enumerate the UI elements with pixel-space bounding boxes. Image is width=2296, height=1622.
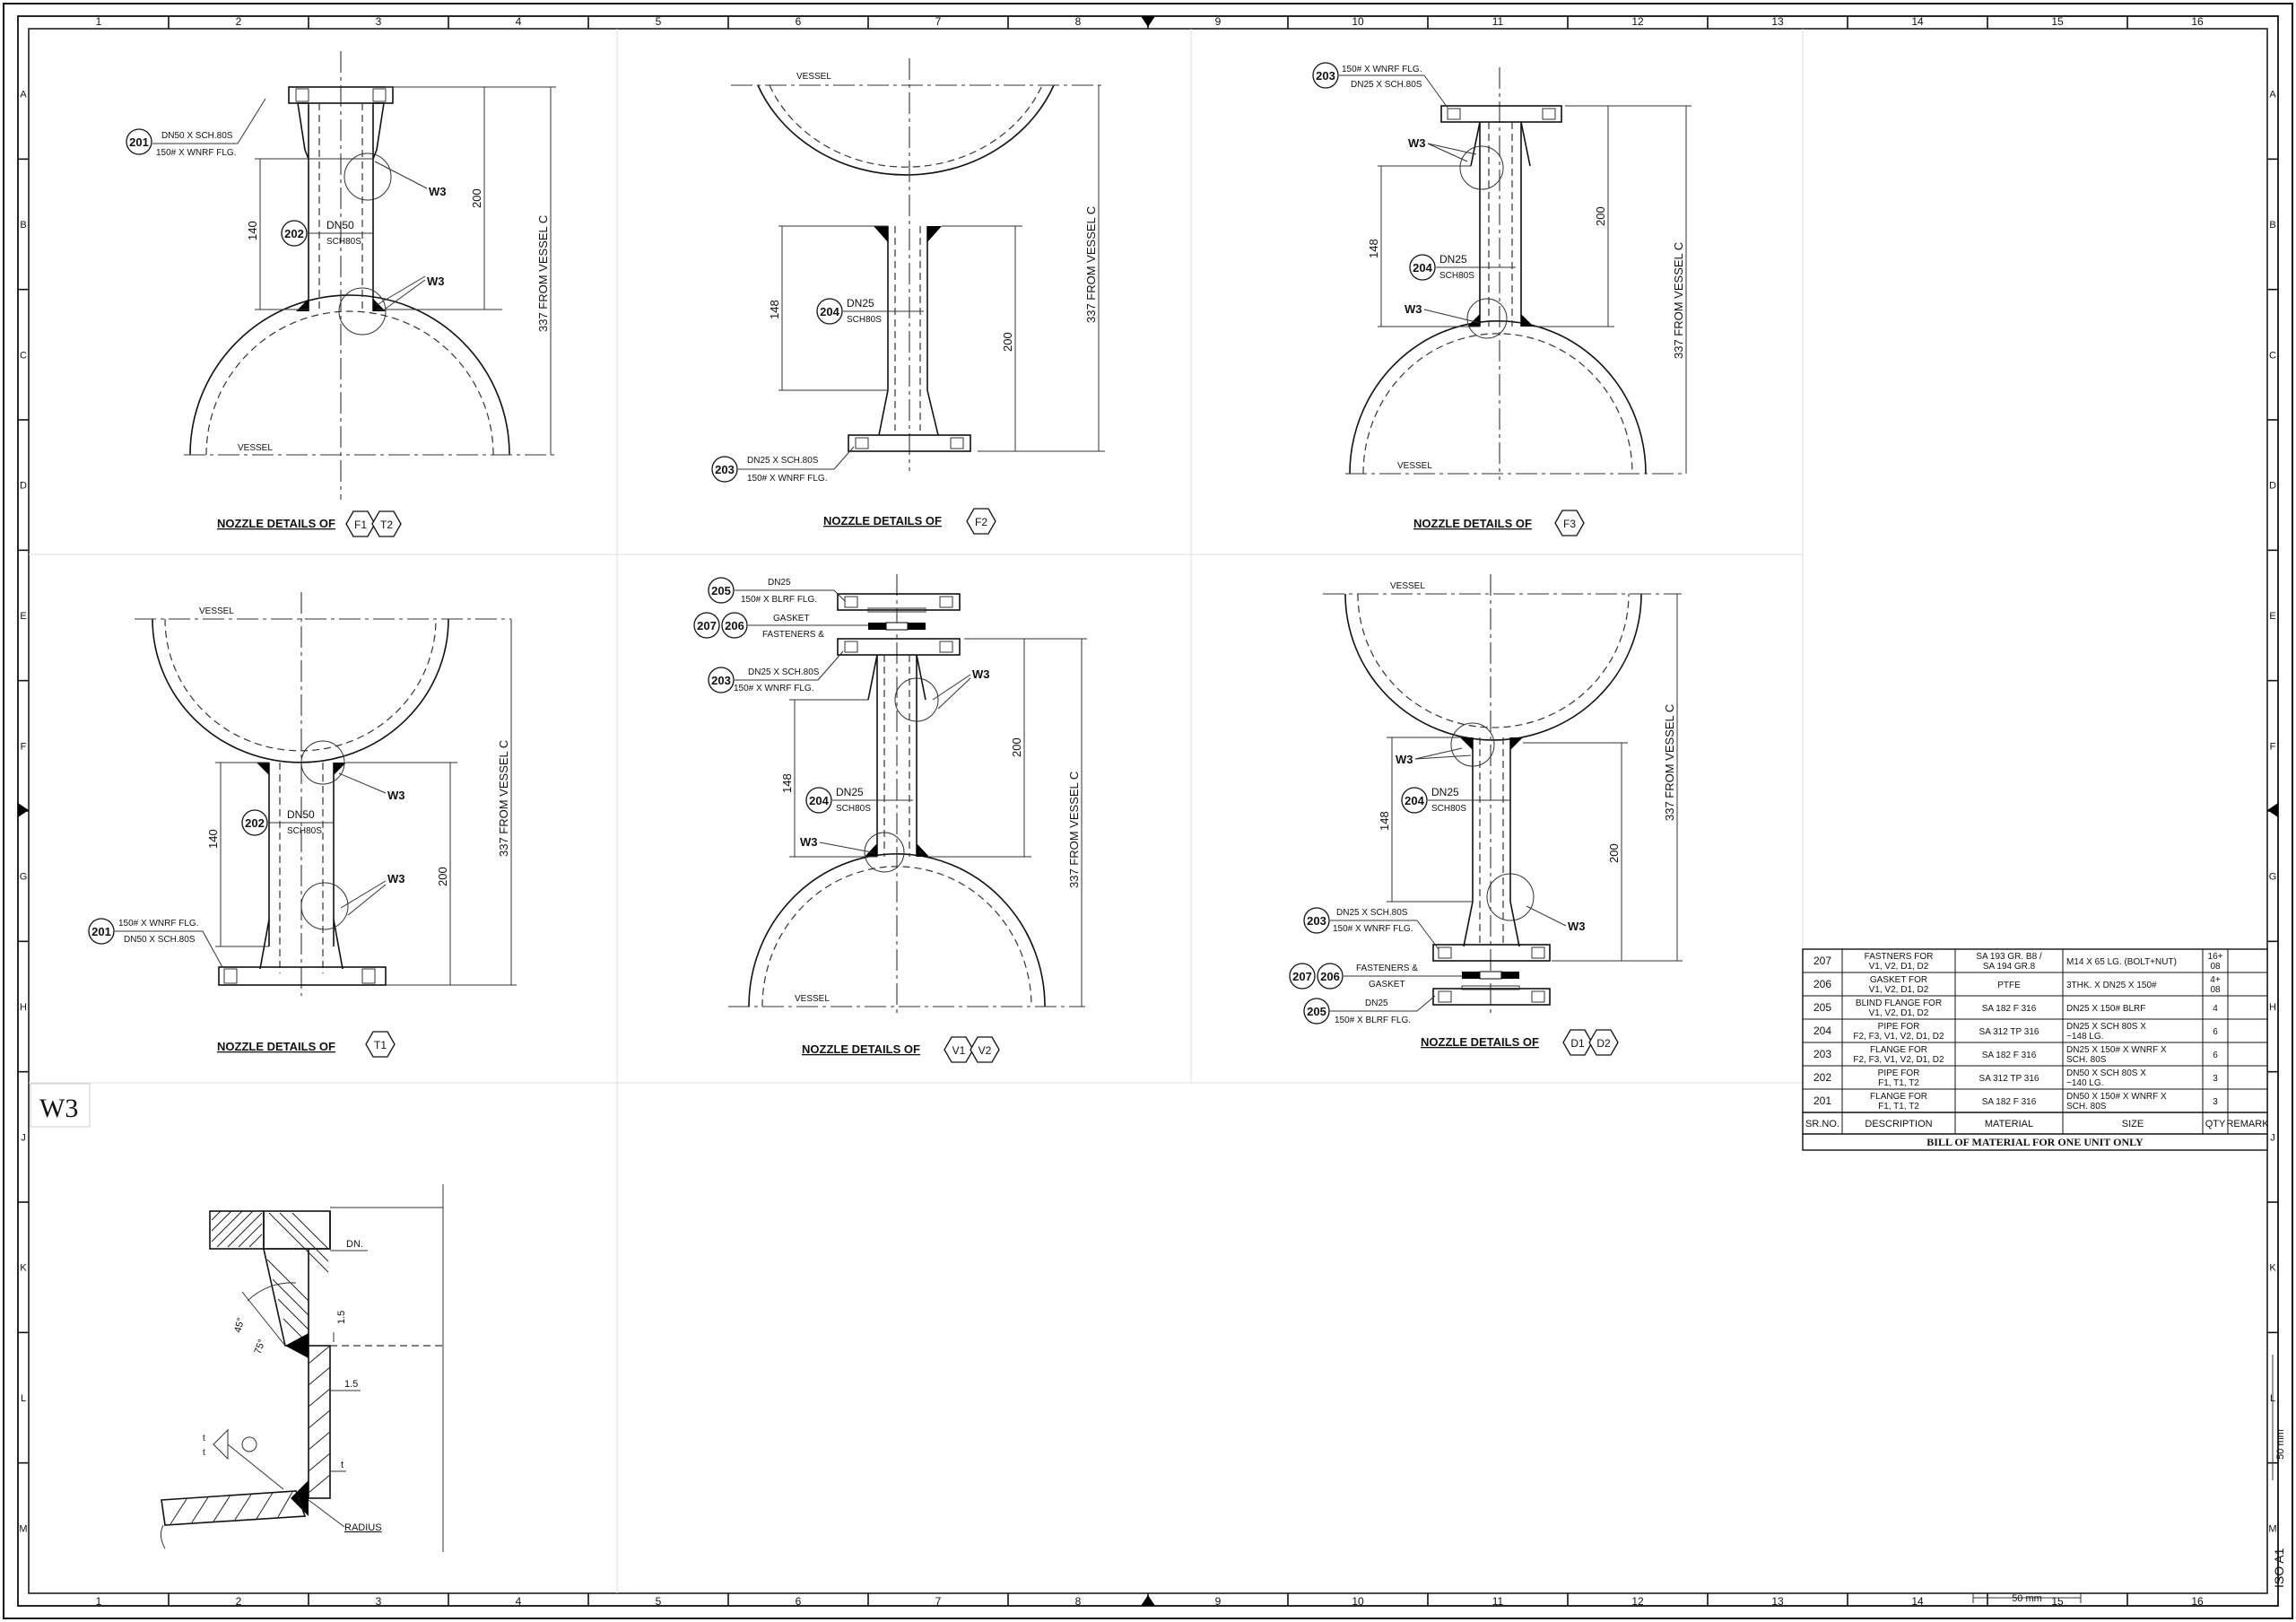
bom-desc: PIPE FOR bbox=[1877, 1068, 1920, 1078]
border-col-label-bottom: 11 bbox=[1492, 1595, 1504, 1608]
border-col-label-bottom: 15 bbox=[2051, 1595, 2064, 1608]
dim-148: 148 bbox=[1367, 239, 1380, 258]
dim-200: 200 bbox=[1010, 737, 1023, 757]
bom-size: DN50 X SCH 80S X bbox=[2066, 1068, 2146, 1078]
border-row-label-right: E bbox=[2269, 611, 2276, 622]
border-col-label-top: 6 bbox=[795, 15, 802, 28]
view-f3 bbox=[1313, 63, 1692, 536]
callout-202-line1: DN50 bbox=[326, 219, 354, 231]
border-row-label-left: M bbox=[19, 1523, 28, 1535]
detail-w3 bbox=[30, 1084, 443, 1552]
callout-204-line2: SCH80S bbox=[836, 804, 871, 814]
tag-t2: T2 bbox=[379, 519, 394, 531]
bom-desc: V1, V2, D1, D2 bbox=[1868, 962, 1929, 972]
border-row-label-left: G bbox=[19, 871, 28, 883]
callout-203: 203 bbox=[715, 463, 735, 476]
callout-203: 203 bbox=[711, 674, 731, 687]
bom-desc: F1, T1, T2 bbox=[1878, 1102, 1919, 1112]
vessel-label: VESSEL bbox=[199, 606, 234, 616]
dim-337: 337 FROM VESSEL C bbox=[497, 739, 510, 857]
tag-f1: F1 bbox=[353, 519, 368, 531]
border-col-label-top: 5 bbox=[655, 15, 662, 28]
border-col-label-bottom: 2 bbox=[235, 1595, 242, 1608]
dim-337: 337 FROM VESSEL C bbox=[1672, 241, 1685, 359]
bom-size: DN50 X 150# X WNRF X bbox=[2066, 1092, 2167, 1102]
view-f2 bbox=[712, 58, 1105, 534]
callout-203-line1: DN25 X SCH.80S bbox=[748, 667, 820, 677]
border-col-label-bottom: 6 bbox=[795, 1595, 802, 1608]
tag-v2: V2 bbox=[978, 1044, 992, 1057]
border-row-label-left: E bbox=[20, 611, 27, 622]
callout-205-line2: 150# X BLRF FLG. bbox=[741, 595, 818, 605]
border-row-label-left: F bbox=[20, 741, 27, 753]
bom-size: DN25 X SCH 80S X bbox=[2066, 1022, 2146, 1032]
callout-206-line1: GASKET bbox=[773, 614, 810, 624]
bom-sr: 203 bbox=[1813, 1048, 1832, 1060]
vessel-label: VESSEL bbox=[1390, 581, 1425, 591]
callout-205-line2: 150# X BLRF FLG. bbox=[1335, 1016, 1412, 1025]
weld-label-w3-2: W3 bbox=[1405, 302, 1422, 316]
callout-204-line2: SCH80S bbox=[1431, 804, 1466, 814]
callout-203-line2: DN25 X SCH.80S bbox=[1351, 80, 1422, 90]
bom-desc: F2, F3, V1, V2, D1, D2 bbox=[1853, 1032, 1944, 1042]
callout-206: 206 bbox=[725, 619, 744, 632]
bom-size: 3THK. X DN25 X 150# bbox=[2066, 981, 2157, 990]
callout-206: 206 bbox=[1320, 970, 1340, 983]
scale-bar-text-vertical: 50 mm bbox=[2275, 1429, 2286, 1460]
bom-qty: 08 bbox=[2210, 962, 2221, 972]
border-row-label-left: D bbox=[20, 480, 27, 492]
callout-202: 202 bbox=[245, 816, 265, 830]
border-col-label-bottom: 8 bbox=[1074, 1595, 1082, 1608]
callout-205: 205 bbox=[711, 584, 731, 597]
border-col-label-top: 1 bbox=[95, 15, 102, 28]
bom-header: REMARK bbox=[2226, 1119, 2269, 1129]
bom-desc: BLIND FLANGE FOR bbox=[1855, 998, 1943, 1008]
border-row-label-left: H bbox=[20, 1002, 27, 1013]
callout-201-line2: 150# X WNRF FLG. bbox=[156, 148, 237, 158]
bom-sr: 206 bbox=[1813, 978, 1832, 990]
border-row-label-right: C bbox=[2269, 350, 2276, 362]
callout-202-line2: SCH80S bbox=[287, 826, 322, 836]
view-t1 bbox=[89, 592, 517, 1057]
callout-205-line1: DN25 bbox=[768, 578, 791, 588]
bom-desc: F1, T1, T2 bbox=[1878, 1078, 1919, 1088]
border-row-label-right: A bbox=[2269, 89, 2276, 100]
bom-qty: 16+ bbox=[2207, 952, 2223, 962]
callout-206-line1: FASTENERS & bbox=[1356, 964, 1418, 973]
callout-207: 207 bbox=[1292, 970, 1312, 983]
bom-header: QTY bbox=[2205, 1119, 2226, 1129]
callout-203-line1: 150# X WNRF FLG. bbox=[1342, 65, 1422, 74]
weld-label-w3-1: W3 bbox=[387, 789, 405, 802]
bom-sr: 201 bbox=[1813, 1094, 1832, 1107]
view-title: NOZZLE DETAILS OF bbox=[1413, 517, 1532, 530]
callout-204-line2: SCH80S bbox=[1439, 271, 1474, 281]
view-title: NOZZLE DETAILS OF bbox=[1421, 1035, 1539, 1049]
bom-sr: 202 bbox=[1813, 1071, 1832, 1084]
border-row-label-left: K bbox=[20, 1262, 27, 1274]
callout-204-line2: SCH80S bbox=[847, 315, 882, 325]
callout-201: 201 bbox=[129, 135, 149, 149]
border-col-label-top: 8 bbox=[1074, 15, 1082, 28]
border-col-label-top: 10 bbox=[1352, 15, 1364, 28]
callout-202: 202 bbox=[284, 227, 304, 240]
bom-sr: 204 bbox=[1813, 1025, 1832, 1037]
bom-qty: 08 bbox=[2210, 985, 2221, 995]
border-col-label-top: 14 bbox=[1911, 15, 1924, 28]
callout-204: 204 bbox=[809, 794, 829, 807]
callout-204-line1: DN25 bbox=[1439, 253, 1467, 266]
border-row-label-left: L bbox=[20, 1393, 27, 1404]
bom-material: SA 312 TP 316 bbox=[1979, 1027, 2039, 1037]
callout-206-line2: FASTENERS & bbox=[762, 630, 824, 640]
bom-qty: 4+ bbox=[2210, 975, 2221, 985]
gap-1-5-side: 1.5 bbox=[344, 1379, 359, 1390]
border-col-label-bottom: 3 bbox=[375, 1595, 382, 1608]
border-col-label-bottom: 9 bbox=[1214, 1595, 1222, 1608]
border-row-label-right: J bbox=[2270, 1132, 2275, 1144]
bom-desc: FLANGE FOR bbox=[1870, 1045, 1927, 1055]
callout-203-line1: DN25 X SCH.80S bbox=[1336, 908, 1408, 918]
border-col-label-bottom: 7 bbox=[935, 1595, 942, 1608]
tag-t1: T1 bbox=[373, 1039, 387, 1051]
bom-size: ~148 LG. bbox=[2066, 1032, 2104, 1042]
dim-148: 148 bbox=[780, 773, 794, 793]
border-col-label-bottom: 5 bbox=[655, 1595, 662, 1608]
dim-337: 337 FROM VESSEL C bbox=[1084, 205, 1098, 323]
border-col-label-bottom: 14 bbox=[1911, 1595, 1924, 1608]
border-row-label-left: A bbox=[20, 89, 27, 100]
callout-201-line1: 150# X WNRF FLG. bbox=[118, 919, 199, 929]
bom-desc: PIPE FOR bbox=[1877, 1022, 1920, 1032]
bom-material: SA 182 F 316 bbox=[1981, 1051, 2037, 1060]
bom-desc: V1, V2, D1, D2 bbox=[1868, 985, 1929, 995]
paper-size: ISO A1 bbox=[2272, 1548, 2286, 1588]
bom-header: MATERIAL bbox=[1984, 1119, 2034, 1129]
bom-sr: 207 bbox=[1813, 955, 1832, 967]
bom-desc: GASKET FOR bbox=[1869, 975, 1928, 985]
border-row-label-right: B bbox=[2269, 220, 2276, 231]
callout-203: 203 bbox=[1307, 914, 1326, 928]
dim-200: 200 bbox=[1001, 332, 1014, 352]
border-col-label-top: 13 bbox=[1771, 15, 1784, 28]
view-title: NOZZLE DETAILS OF bbox=[217, 517, 335, 530]
callout-206-line2: GASKET bbox=[1369, 980, 1405, 990]
angle-75: 75° bbox=[252, 1338, 268, 1356]
dim-148: 148 bbox=[1378, 811, 1391, 831]
bom-size: SCH. 80S bbox=[2066, 1102, 2107, 1112]
border-grid-marks bbox=[18, 15, 2278, 1608]
scale-bar-text: 50 mm bbox=[2012, 1593, 2042, 1604]
dim-337: 337 FROM VESSEL C bbox=[1663, 703, 1676, 821]
tag-f3: F3 bbox=[1562, 518, 1577, 530]
callout-205: 205 bbox=[1307, 1005, 1326, 1018]
border-col-label-top: 16 bbox=[2191, 15, 2204, 28]
view-v1-v2 bbox=[694, 574, 1087, 1062]
dim-140: 140 bbox=[206, 829, 220, 849]
callout-204-line1: DN25 bbox=[847, 297, 874, 310]
weld-sym-t1: t bbox=[203, 1434, 205, 1443]
border-col-label-top: 11 bbox=[1492, 15, 1504, 28]
dim-337: 337 FROM VESSEL C bbox=[1067, 771, 1081, 888]
bom-title: BILL OF MATERIAL FOR ONE UNIT ONLY bbox=[1926, 1136, 2144, 1148]
tag-v1: V1 bbox=[952, 1044, 966, 1057]
weld-label-w3-1: W3 bbox=[972, 667, 990, 681]
border-row-label-right: D bbox=[2269, 480, 2276, 492]
border-col-label-bottom: 10 bbox=[1352, 1595, 1364, 1608]
bom-size: ~140 LG. bbox=[2066, 1078, 2104, 1088]
radius-label: RADIUS bbox=[344, 1522, 382, 1533]
bom-material: SA 312 TP 316 bbox=[1979, 1074, 2039, 1084]
bill-of-material-table bbox=[1803, 949, 2269, 1150]
bom-qty: 4 bbox=[2213, 1004, 2218, 1014]
vessel-label: VESSEL bbox=[238, 443, 273, 453]
weld-label-w3-1: W3 bbox=[1408, 136, 1426, 150]
bom-desc: FLANGE FOR bbox=[1870, 1092, 1927, 1102]
border-row-label-right: M bbox=[2268, 1523, 2277, 1535]
bom-header: SIZE bbox=[2121, 1119, 2144, 1129]
border-col-label-top: 2 bbox=[235, 15, 242, 28]
border-row-label-left: J bbox=[21, 1132, 26, 1144]
callout-207: 207 bbox=[697, 619, 717, 632]
border-col-label-bottom: 4 bbox=[515, 1595, 522, 1608]
view-title: NOZZLE DETAILS OF bbox=[823, 514, 942, 528]
bom-desc: FASTNERS FOR bbox=[1864, 952, 1934, 962]
border-col-label-top: 3 bbox=[375, 15, 382, 28]
border-row-label-right: G bbox=[2268, 871, 2277, 883]
bom-material: SA 182 F 316 bbox=[1981, 1004, 2037, 1014]
weld-label-w3-2: W3 bbox=[427, 275, 445, 288]
view-title: NOZZLE DETAILS OF bbox=[802, 1042, 920, 1056]
border-col-label-top: 7 bbox=[935, 15, 942, 28]
callout-201: 201 bbox=[91, 925, 111, 938]
vessel-label: VESSEL bbox=[795, 994, 830, 1004]
bom-material: PTFE bbox=[1997, 981, 2021, 990]
callout-201-line1: DN50 X SCH.80S bbox=[161, 131, 233, 141]
vessel-label: VESSEL bbox=[796, 72, 831, 82]
border-col-label-top: 12 bbox=[1631, 15, 1644, 28]
callout-203-line2: 150# X WNRF FLG. bbox=[734, 684, 814, 693]
callout-204: 204 bbox=[820, 305, 839, 318]
tag-d1: D1 bbox=[1570, 1037, 1585, 1050]
callout-203-line1: DN25 X SCH.80S bbox=[747, 456, 819, 466]
callout-202-line2: SCH80S bbox=[326, 237, 361, 247]
weld-label-w3-1: W3 bbox=[1396, 753, 1413, 766]
vessel-label: VESSEL bbox=[1397, 461, 1432, 471]
view-title: NOZZLE DETAILS OF bbox=[217, 1040, 335, 1053]
dim-140: 140 bbox=[246, 221, 259, 240]
bom-qty: 3 bbox=[2213, 1097, 2218, 1107]
weld-label-w3-2: W3 bbox=[800, 835, 818, 849]
dim-337: 337 FROM VESSEL C bbox=[536, 214, 550, 332]
dim-200: 200 bbox=[436, 867, 449, 886]
gap-1-5-top: 1.5 bbox=[336, 1310, 347, 1324]
callout-203: 203 bbox=[1316, 69, 1335, 83]
tag-d2: D2 bbox=[1596, 1037, 1611, 1050]
bom-sr: 205 bbox=[1813, 1001, 1832, 1014]
border-row-label-right: H bbox=[2269, 1002, 2276, 1013]
bom-desc: V1, V2, D1, D2 bbox=[1868, 1008, 1929, 1018]
weld-sym-t2: t bbox=[203, 1448, 205, 1458]
callout-204-line1: DN25 bbox=[1431, 786, 1459, 798]
detail-label-w3: W3 bbox=[39, 1094, 79, 1123]
weld-label-w3-1: W3 bbox=[429, 185, 447, 198]
callout-205-line1: DN25 bbox=[1365, 998, 1388, 1008]
bom-qty: 6 bbox=[2213, 1027, 2218, 1037]
callout-204: 204 bbox=[1413, 261, 1432, 275]
bom-size: SCH. 80S bbox=[2066, 1055, 2107, 1065]
border-col-label-bottom: 12 bbox=[1631, 1595, 1644, 1608]
border-row-label-left: C bbox=[20, 350, 27, 362]
border-col-label-bottom: 13 bbox=[1771, 1595, 1784, 1608]
bom-size: M14 X 65 LG. (BOLT+NUT) bbox=[2066, 957, 2177, 967]
callout-204: 204 bbox=[1405, 794, 1424, 807]
bom-qty: 6 bbox=[2213, 1051, 2218, 1060]
bom-material: SA 182 F 316 bbox=[1981, 1097, 2037, 1107]
border-row-label-left: B bbox=[20, 220, 27, 231]
border-col-label-top: 4 bbox=[515, 15, 522, 28]
bom-material: SA 194 GR.8 bbox=[1982, 962, 2036, 972]
dim-200: 200 bbox=[470, 188, 483, 208]
bom-desc: F2, F3, V1, V2, D1, D2 bbox=[1853, 1055, 1944, 1065]
border-col-label-bottom: 1 bbox=[95, 1595, 102, 1608]
bom-header: SR.NO. bbox=[1805, 1119, 1839, 1129]
border-col-label-top: 15 bbox=[2051, 15, 2064, 28]
border-col-label-top: 9 bbox=[1214, 15, 1222, 28]
border-col-label-bottom: 16 bbox=[2191, 1595, 2204, 1608]
weld-label-w3-2: W3 bbox=[1568, 920, 1586, 933]
bom-qty: 3 bbox=[2213, 1074, 2218, 1084]
callout-204-line1: DN25 bbox=[836, 786, 864, 798]
border-row-label-right: F bbox=[2269, 741, 2276, 753]
scale-bar bbox=[1973, 1355, 2286, 1604]
bom-material: SA 193 GR. B8 / bbox=[1976, 952, 2042, 962]
callout-201-line2: DN50 X SCH.80S bbox=[124, 935, 196, 945]
border-row-label-right: K bbox=[2269, 1262, 2276, 1274]
bom-header: DESCRIPTION bbox=[1865, 1119, 1933, 1129]
dim-200: 200 bbox=[1607, 843, 1621, 863]
weld-label-w3-2: W3 bbox=[387, 872, 405, 885]
bom-size: DN25 X 150# BLRF bbox=[2066, 1004, 2146, 1014]
tag-f2: F2 bbox=[974, 516, 988, 528]
callout-203-line2: 150# X WNRF FLG. bbox=[1333, 924, 1413, 934]
dim-200: 200 bbox=[1594, 206, 1607, 226]
callout-203-line2: 150# X WNRF FLG. bbox=[747, 474, 828, 484]
bom-size: DN25 X 150# X WNRF X bbox=[2066, 1045, 2167, 1055]
dim-dn: DN. bbox=[346, 1239, 363, 1250]
border-row-label-right: L bbox=[2269, 1393, 2276, 1404]
callout-202-line1: DN50 bbox=[287, 808, 315, 821]
dim-t: t bbox=[341, 1460, 344, 1470]
view-d1-d2 bbox=[1290, 574, 1683, 1055]
dim-148: 148 bbox=[768, 300, 781, 319]
angle-45: 45° bbox=[232, 1316, 248, 1334]
view-f1-t2 bbox=[126, 51, 556, 536]
